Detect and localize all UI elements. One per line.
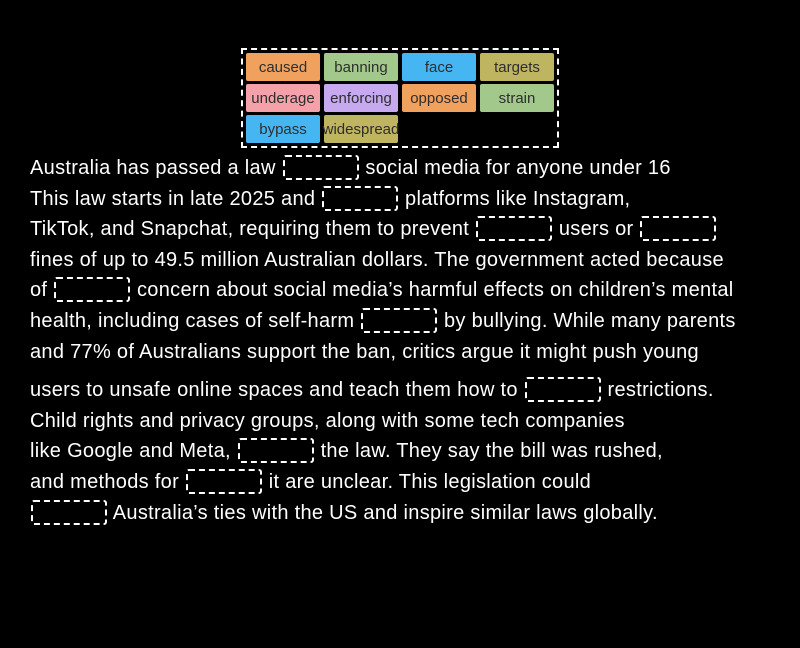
passage-text: users or bbox=[553, 218, 640, 241]
activity-stage bbox=[0, 48, 800, 528]
passage-text: and 77% of Australians support the ban, critics argue it might push young bbox=[30, 340, 699, 363]
passage-text: users to unsafe online spaces and teach them how to bbox=[30, 379, 524, 402]
answer-blank[interactable] bbox=[361, 308, 437, 333]
word-tile-widespread[interactable]: widespread bbox=[324, 115, 398, 143]
passage-text: Australia has passed a law bbox=[30, 157, 282, 179]
passage-text: health, including cases of self-harm bbox=[30, 309, 361, 332]
answer-blank[interactable] bbox=[476, 216, 552, 241]
word-tile-face[interactable]: face bbox=[402, 53, 476, 81]
passage-line bbox=[30, 214, 800, 245]
word-tile-underage[interactable]: underage bbox=[246, 84, 320, 112]
word-tile-bypass[interactable]: bypass bbox=[246, 115, 320, 143]
passage-line bbox=[30, 498, 800, 529]
passage-line bbox=[30, 467, 800, 498]
passage-text: it are unclear. This legislation could bbox=[262, 470, 592, 493]
answer-blank[interactable] bbox=[54, 277, 130, 302]
passage-line bbox=[30, 375, 800, 406]
answer-blank[interactable] bbox=[640, 216, 716, 241]
passage-text: platforms like Instagram, bbox=[399, 187, 631, 210]
word-tile-banning[interactable]: banning bbox=[324, 53, 398, 81]
answer-blank[interactable] bbox=[322, 186, 398, 211]
passage-line bbox=[30, 245, 800, 276]
passage-line bbox=[30, 184, 800, 215]
answer-blank[interactable] bbox=[31, 500, 107, 525]
passage-line bbox=[30, 275, 800, 306]
passage-text: TikTok, and Snapchat, requiring them to prevent bbox=[30, 218, 476, 241]
answer-blank[interactable] bbox=[525, 377, 601, 402]
passage-line bbox=[30, 153, 800, 184]
passage-line bbox=[30, 406, 800, 437]
passage-text: of bbox=[30, 279, 54, 302]
passage-text: concern about social media’s harmful effects on children’s mental bbox=[131, 279, 734, 302]
passage-text: restrictions. bbox=[601, 379, 714, 402]
passage-text: like Google and Meta, bbox=[30, 440, 237, 463]
passage-text: social media for anyone under 16 bbox=[359, 157, 671, 179]
passage-line bbox=[30, 337, 800, 368]
passage-text: Australia’s ties with the US and inspire similar laws globally. bbox=[108, 501, 658, 524]
word-tile-targets[interactable]: targets bbox=[480, 53, 554, 81]
word-bank bbox=[241, 48, 559, 148]
word-tile-opposed[interactable]: opposed bbox=[402, 84, 476, 112]
passage-text: Child rights and privacy groups, along with some tech companies bbox=[30, 409, 625, 432]
answer-blank[interactable] bbox=[238, 438, 314, 463]
word-tile-enforcing[interactable]: enforcing bbox=[324, 84, 398, 112]
passage-line bbox=[30, 436, 800, 467]
word-tile-strain[interactable]: strain bbox=[480, 84, 554, 112]
passage-text: fines of up to 49.5 million Australian dollars. The government acted because bbox=[30, 248, 724, 271]
answer-blank[interactable] bbox=[283, 155, 359, 180]
answer-blank[interactable] bbox=[186, 469, 262, 494]
word-tile-caused[interactable]: caused bbox=[246, 53, 320, 81]
passage-text: and methods for bbox=[30, 470, 185, 493]
passage-text: the law. They say the bill was rushed, bbox=[314, 440, 663, 463]
passage-text: This law starts in late 2025 and bbox=[30, 187, 322, 210]
passage-line bbox=[30, 306, 800, 337]
passage-text: by bullying. While many parents bbox=[438, 309, 736, 332]
passage bbox=[30, 153, 800, 528]
